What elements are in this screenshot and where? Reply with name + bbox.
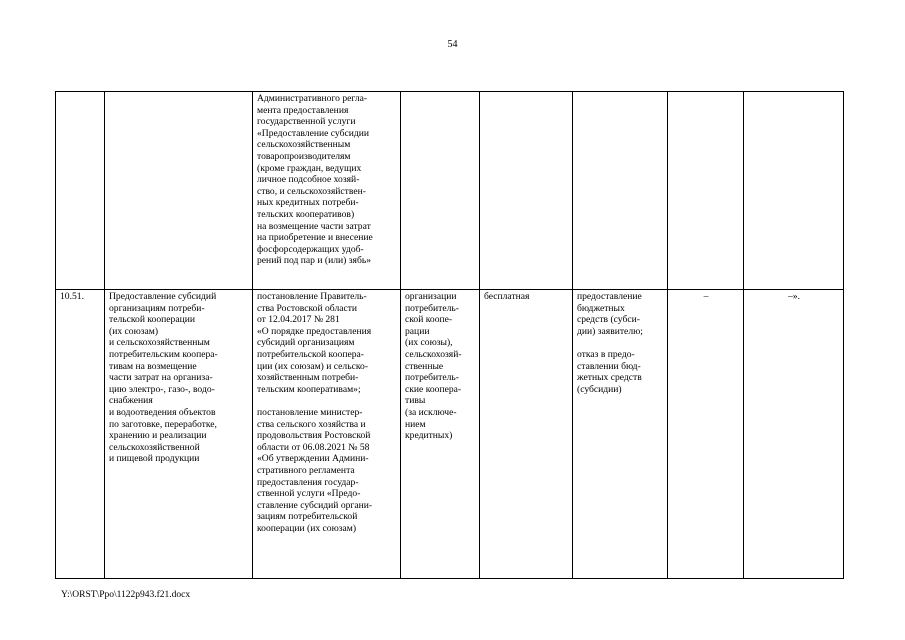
cell-fee — [480, 92, 573, 290]
cell-result: предоставление бюджетных средств (субси- дии) заявителю; отказ в предо- ставлении бюд- жетных средств (субсидии) — [573, 290, 668, 579]
cell-number: 10.51. — [56, 290, 105, 579]
cell-result — [573, 92, 668, 290]
cell-legal-basis: постановление Правитель- ства Ростовской области от 12.04.2017 № 281 «О порядке предоставления субсидий организациям потребительской коопера- ции (их союзам) и сельско- хозяйственным потреби- тельским кооперативам»; постановление министер- ства сельского хозяйства и продовольствия Ростовской области от 06.08.2021 № 58 «Об утверждении Админи- стративного регламента предоставления государ- ственной услуги «Предо- ставление субсидий органи- зациям потребительской кооперации (их союзам) — [253, 290, 401, 579]
page-number: 54 — [447, 39, 458, 50]
table-row — [56, 290, 844, 579]
cell-col7: – — [668, 290, 744, 579]
cell-col8 — [744, 92, 844, 290]
footer-file-path: Y:\ORST\Ppo\1122p943.f21.docx — [61, 590, 191, 600]
cell-service-name — [105, 92, 253, 290]
cell-fee: бесплатная — [480, 290, 573, 579]
cell-col8: –». — [744, 290, 844, 579]
services-table — [55, 91, 844, 579]
cell-applicants — [401, 92, 480, 290]
cell-col7 — [668, 92, 744, 290]
cell-legal-basis: Административного регла- мента предоставления государственной услуги «Предоставление субсидии сельскохозяйственным товаропроизводителям (кроме граждан, ведущих личное подсобное хозяй- ство, и сельскохозяйствен- ных кредитных потреби- тельских кооперативов) на возмещение части затрат на приобретение и внесение фосфорсодержащих удоб- рений под пар и (или) зябь» — [253, 92, 401, 290]
cell-service-name: Предоставление субсидий организациям потреби- тельской кооперации (их союзам) и сельскохозяйственным потребительским коопера- тивам на возмещение части затрат на организа- цию электро-, газо-, водо- снабжения и водоотведения объектов по заготовке, переработке, хранению и реализации сельскохозяйственной и пищевой продукции — [105, 290, 253, 579]
cell-applicants: организации потребитель- ской коопе- рации (их союзы), сельскохозяй- ственные потребитель- ские коопера- тивы (за исключе- нием кредитных) — [401, 290, 480, 579]
cell-number — [56, 92, 105, 290]
table-row — [56, 92, 844, 290]
